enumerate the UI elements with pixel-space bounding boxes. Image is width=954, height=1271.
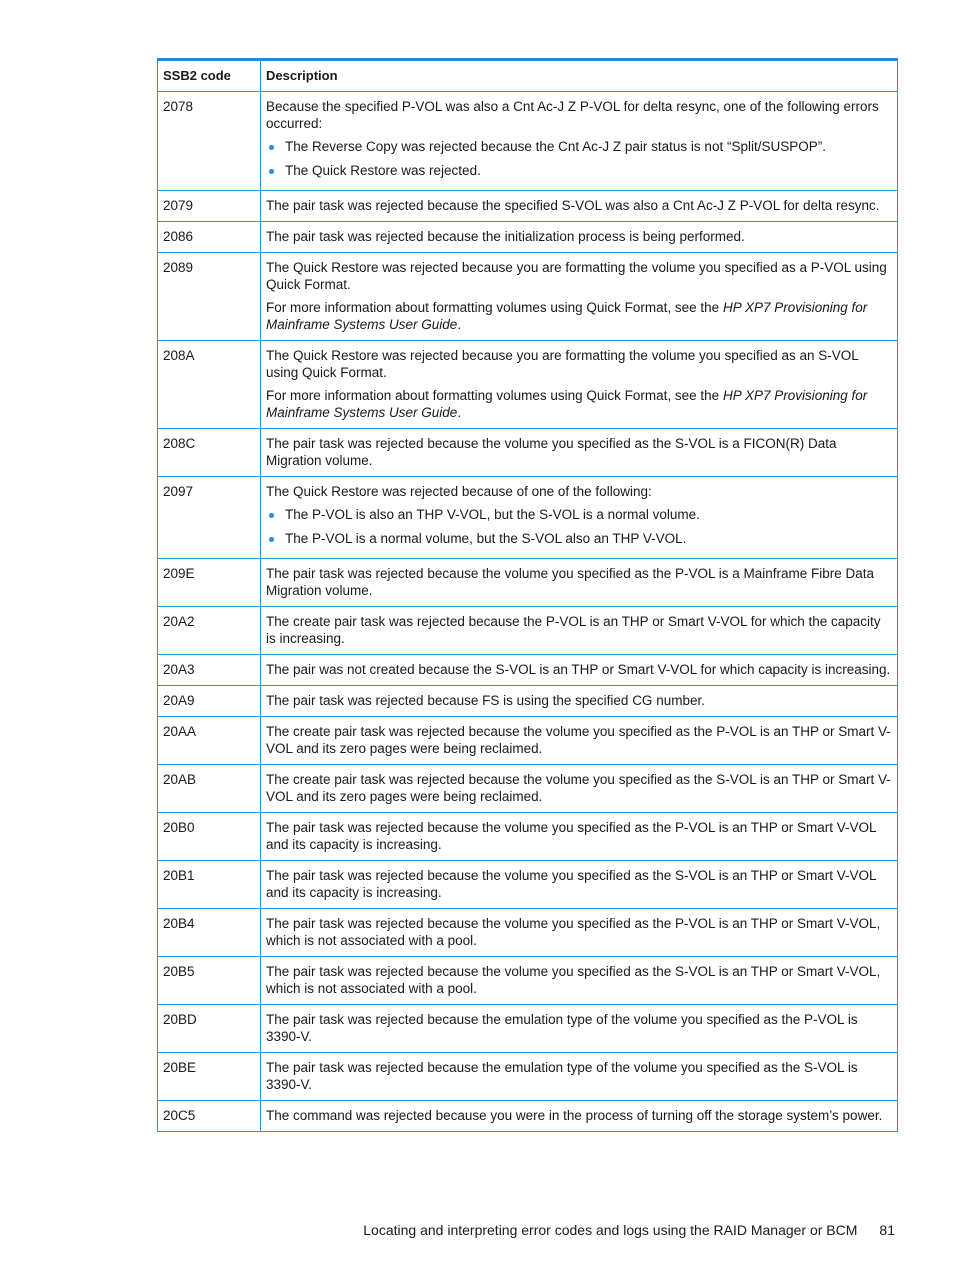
description-text: The pair task was rejected because the volume you specified as the P-VOL is an THP or Smart V-VOL, which is not associated with a pool. [266,916,881,948]
ssb2-code-cell: 2097 [158,477,261,559]
footer-title: Locating and interpreting error codes and logs using the RAID Manager or BCM [363,1222,858,1238]
table-row [158,717,898,765]
ssb2-code-cell: 20C5 [158,1101,261,1132]
ssb2-code-cell: 20B5 [158,957,261,1005]
table-row [158,341,898,429]
description-cell [261,1053,898,1101]
description-cell [261,717,898,765]
description-cell [261,92,898,191]
table-row [158,222,898,253]
description-text: The pair task was rejected because the emulation type of the volume you specified as the P-VOL is 3390-V. [266,1012,858,1044]
description-text: The pair task was rejected because the volume you specified as the S-VOL is a FICON(R) Data Migration volume. [266,436,837,468]
table-body [158,92,898,1132]
description-text: The pair was not created because the S-VOL is an THP or Smart V-VOL for which capacity is increasing. [266,662,891,677]
reference-prefix: For more information about formatting volumes using Quick Format, see the [266,300,723,315]
description-text: The pair task was rejected because the emulation type of the volume you specified as the S-VOL is 3390-V. [266,1060,858,1092]
table-row [158,909,898,957]
ssb2-code-cell: 20BE [158,1053,261,1101]
column-header-description: Description [261,60,898,92]
table-row [158,559,898,607]
ssb2-code-cell: 2078 [158,92,261,191]
description-cell [261,253,898,341]
description-text: The create pair task was rejected because the volume you specified as the S-VOL is an THP or Smart V-VOL and its zero pages were being reclaimed. [266,772,891,804]
description-cell [261,477,898,559]
bullet-item: The P-VOL is also an THP V-VOL, but the S-VOL is a normal volume. [266,506,892,523]
page-footer [363,1222,895,1238]
description-text: The pair task was rejected because the specified S-VOL was also a Cnt Ac-J Z P-VOL for delta resync. [266,198,880,213]
ssb2-code-table [157,58,898,1132]
reference-suffix: . [457,405,462,420]
description-cell [261,341,898,429]
table-row [158,1101,898,1132]
page-number: 81 [879,1222,895,1238]
description-text: The pair task was rejected because the volume you specified as the P-VOL is an THP or Smart V-VOL and its capacity is increasing. [266,820,877,852]
ssb2-code-cell: 20BD [158,1005,261,1053]
reference-text [266,387,892,421]
ssb2-code-cell: 2089 [158,253,261,341]
table-row [158,765,898,813]
ssb2-code-cell: 2086 [158,222,261,253]
ssb2-code-cell: 20B1 [158,861,261,909]
description-text: The create pair task was rejected because the P-VOL is an THP or Smart V-VOL for which the capacity is increasing. [266,614,881,646]
description-text: The pair task was rejected because FS is using the specified CG number. [266,693,705,708]
reference-suffix: . [457,317,462,332]
reference-guide-title: HP XP7 Provisioning for Mainframe Systems User Guide [266,300,868,332]
description-cell [261,655,898,686]
table-row [158,813,898,861]
ssb2-code-cell: 20B0 [158,813,261,861]
description-cell [261,1005,898,1053]
bullet-list [266,506,892,547]
table-row [158,957,898,1005]
table-row [158,655,898,686]
description-cell [261,222,898,253]
reference-prefix: For more information about formatting volumes using Quick Format, see the [266,388,723,403]
description-cell [261,559,898,607]
description-cell [261,191,898,222]
ssb2-code-cell: 20A3 [158,655,261,686]
bullet-item: The Quick Restore was rejected. [266,162,892,179]
description-cell [261,861,898,909]
table-row [158,1053,898,1101]
description-cell [261,909,898,957]
ssb2-code-cell: 20AB [158,765,261,813]
description-cell [261,429,898,477]
ssb2-code-cell: 209E [158,559,261,607]
ssb2-code-cell: 208C [158,429,261,477]
table-row [158,429,898,477]
description-text: The Quick Restore was rejected because of one of the following: [266,484,652,499]
description-text: The pair task was rejected because the volume you specified as the S-VOL is an THP or Smart V-VOL and its capacity is increasing. [266,868,877,900]
description-text: Because the specified P-VOL was also a Cnt Ac-J Z P-VOL for delta resync, one of the following errors occurred: [266,99,879,131]
table-row [158,1005,898,1053]
description-cell [261,765,898,813]
table-row [158,477,898,559]
ssb2-code-cell: 20B4 [158,909,261,957]
description-text: The Quick Restore was rejected because you are formatting the volume you specified as an S-VOL using Quick Format. [266,348,859,380]
bullet-item: The P-VOL is a normal volume, but the S-VOL also an THP V-VOL. [266,530,892,547]
description-cell [261,813,898,861]
description-text: The command was rejected because you were in the process of turning off the storage system’s power. [266,1108,883,1123]
table-header-row [158,60,898,92]
description-text: The create pair task was rejected because the volume you specified as the P-VOL is an THP or Smart V-VOL and its zero pages were being reclaimed. [266,724,891,756]
table-row [158,607,898,655]
description-cell [261,686,898,717]
description-cell [261,957,898,1005]
bullet-item: The Reverse Copy was rejected because the Cnt Ac-J Z pair status is not “Split/SUSPOP”. [266,138,892,155]
reference-text [266,299,892,333]
description-cell [261,607,898,655]
description-text: The pair task was rejected because the initialization process is being performed. [266,229,745,244]
table-row [158,253,898,341]
table-row [158,191,898,222]
table-row [158,861,898,909]
ssb2-code-cell: 20AA [158,717,261,765]
ssb2-code-cell: 20A9 [158,686,261,717]
ssb2-code-cell: 208A [158,341,261,429]
description-text: The pair task was rejected because the volume you specified as the P-VOL is a Mainframe Fibre Data Migration volume. [266,566,875,598]
description-text: The pair task was rejected because the volume you specified as the S-VOL is an THP or Smart V-VOL, which is not associated with a pool. [266,964,881,996]
ssb2-code-cell: 2079 [158,191,261,222]
table-row [158,686,898,717]
reference-guide-title: HP XP7 Provisioning for Mainframe Systems User Guide [266,388,868,420]
description-text: The Quick Restore was rejected because you are formatting the volume you specified as a P-VOL using Quick Format. [266,260,887,292]
column-header-ssb2-code: SSB2 code [158,60,261,92]
table-row [158,92,898,191]
bullet-list [266,138,892,179]
ssb2-code-cell: 20A2 [158,607,261,655]
description-cell [261,1101,898,1132]
